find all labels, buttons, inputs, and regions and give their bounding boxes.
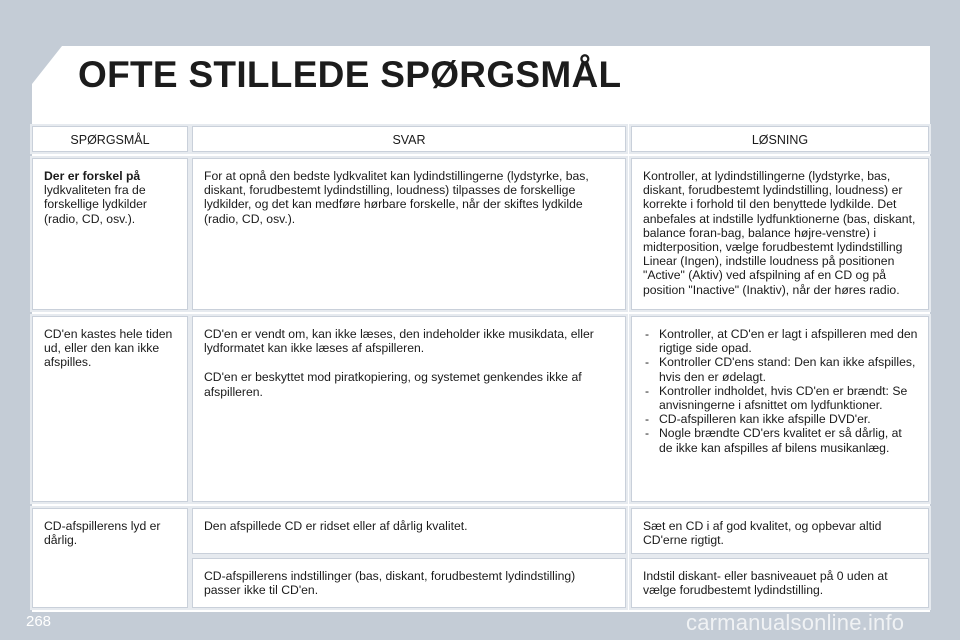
row3-solution-a-text: Sæt en CD i af god kvalitet, og opbevar altid CD'erne rigtigt. <box>643 519 882 548</box>
header-question: SPØRGSMÅL <box>32 126 188 152</box>
row3-solution-b <box>631 558 929 608</box>
list-item: - Kontroller, at CD'en er lagt i afspilleren med den rigtige side opad. <box>643 327 918 355</box>
row2-solution-list <box>643 327 918 455</box>
list-item: - Nogle brændte CD'ers kvalitet er så dårlig, at de ikke kan afspilles af bilens musikanlæg. <box>643 426 918 454</box>
header-solution: LØSNING <box>631 126 929 152</box>
row1-solution <box>631 158 929 310</box>
row2-answer-text-2: CD'en er beskyttet mod piratkopiering, og systemet genkendes ikke af afspilleren. <box>204 370 582 399</box>
header-answer: SVAR <box>192 126 626 152</box>
row2-answer <box>192 316 626 502</box>
list-item: - CD-afspilleren kan ikke afspille DVD'er. <box>643 412 918 426</box>
list-item: - Kontroller indholdet, hvis CD'en er brændt: Se anvisningerne i afsnittet om lydfunktioner. <box>643 384 918 412</box>
row2-question-text: CD'en kastes hele tiden ud, eller den kan ikke afspilles. <box>44 327 173 370</box>
row2-answer-text-1: CD'en er vendt om, kan ikke læses, den indeholder ikke musikdata, eller lydformatet kan ikke læses af afspilleren. <box>204 327 594 356</box>
row2-solution <box>631 316 929 502</box>
row1-answer-text: For at opnå den bedste lydkvalitet kan lydindstillingerne (lydstyrke, bas, diskant, forudbestemt lydindstilling, loudness) tilpasses de forskellige lydkilder, og det kan medføre hørbare forskelle, når der skiftes lydkilde (radio, CD, osv.). <box>204 169 589 226</box>
row1-solution-text: Kontroller, at lydindstillingerne (lydstyrke, bas, diskant, forudbestemt lydindstilling, loudness) er korrekte i forhold til den benyttede lydkilde. Det anbefales at indstille lydfunktionerne (bas, diskant, balance foran-bag, balance højre-venstre) i midterposition, vælge forudbestemt lydindstilling Linear (Ingen), indstille loudness på positionen "Active" (Aktiv) ved afspilning af en CD og på position "Inactive" (Inaktiv), når der høres radio. <box>643 169 916 297</box>
row3-question <box>32 508 188 608</box>
page-title: OFTE STILLEDE SPØRGSMÅL <box>78 54 622 95</box>
row1-question-bold: Der er forskel på <box>44 169 141 183</box>
row3-solution-a <box>631 508 929 554</box>
row3-answer-b <box>192 558 626 608</box>
row3-question-text: CD-afspillerens lyd er dårlig. <box>44 519 161 548</box>
row1-question-text: lydkvaliteten fra de forskellige lydkilder (radio, CD, osv.). <box>44 183 147 226</box>
row3-answer-b-text: CD-afspillerens indstillinger (bas, diskant, forudbestemt lydindstilling) passer ikke til CD'en. <box>204 569 576 598</box>
row1-question <box>32 158 188 310</box>
row3-answer-a <box>192 508 626 554</box>
list-item: - Kontroller CD'ens stand: Den kan ikke afspilles, hvis den er ødelagt. <box>643 355 918 383</box>
row3-solution-b-text: Indstil diskant- eller basniveauet på 0 uden at vælge forudbestemt lydindstilling. <box>643 569 888 598</box>
row1-answer <box>192 158 626 310</box>
page-number: 268 <box>26 613 52 630</box>
row3-answer-a-text: Den afspillede CD er ridset eller af dårlig kvalitet. <box>204 519 468 533</box>
row2-question <box>32 316 188 502</box>
watermark: carmanualsonline.info <box>686 610 905 635</box>
